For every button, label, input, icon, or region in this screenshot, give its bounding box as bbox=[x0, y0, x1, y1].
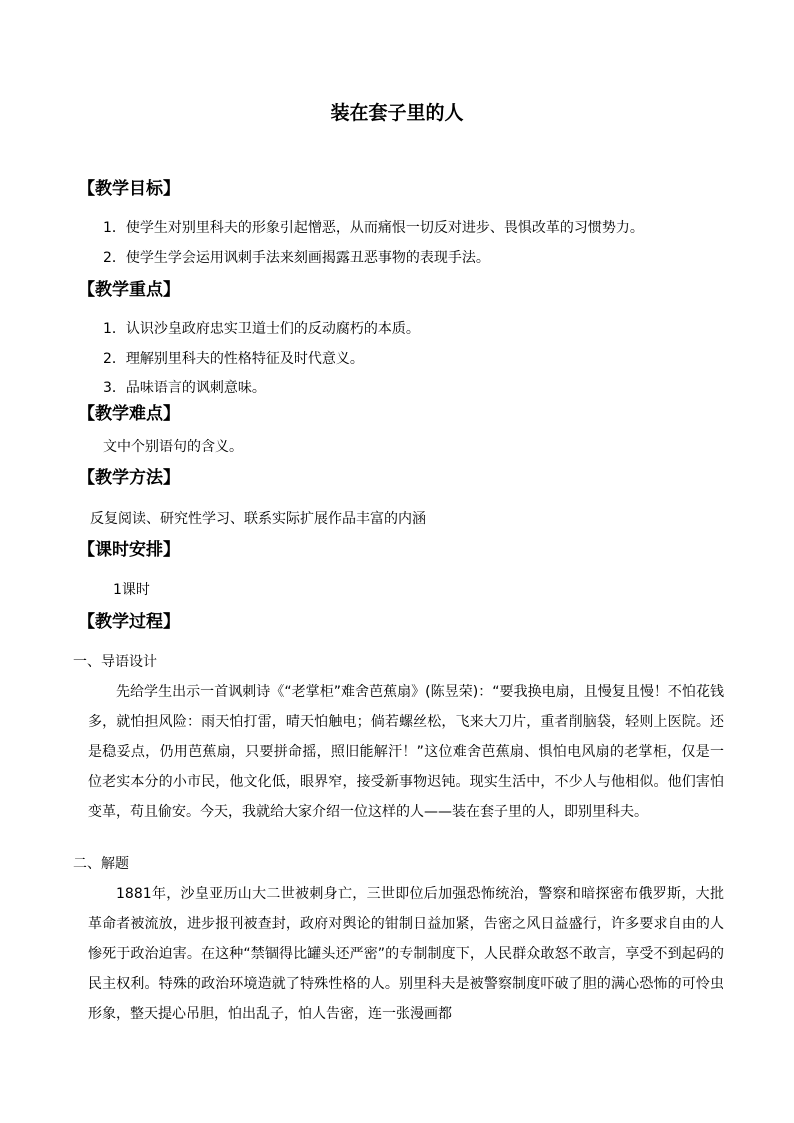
process-part2-title: 二、解题 bbox=[73, 856, 129, 872]
schedule-text: 1课时 bbox=[113, 582, 150, 598]
heading-schedule: 【课时安排】 bbox=[78, 540, 180, 560]
heading-process: 【教学过程】 bbox=[78, 612, 180, 632]
objective-item-1: 1．使学生对别里科夫的形象引起憎恶，从而痛恨一切反对进步、畏惧改革的习惯势力。 bbox=[103, 220, 644, 236]
key-point-item-3: 3．品味语言的讽刺意味。 bbox=[103, 380, 266, 396]
process-part1-text: 先给学生出示一首讽刺诗《“老掌柜”难舍芭蕉扇》(陈昱荣)：“要我换电扇，且慢复且慢！不怕花钱多，就怕担风险：雨天怕打雷，晴天怕触电；倘若螺丝松，飞来大刀片，重者削脑袋，轻则上医院。还是稳妥点，仍用芭蕉扇，只要拼命摇，照旧能解汗！”这位难舍芭蕉扇、惧怕电风扇的老掌柜，仅是一位老实本分的小市民，他文化低，眼界窄，接受新事物迟钝。现实生活中，不少人与他相似。他们害怕变革，苟且偷安。今天，我就给大家介绍一位这样的人——装在套子里的人，即别里科夫。 bbox=[88, 684, 724, 820]
heading-objectives: 【教学目标】 bbox=[78, 179, 180, 199]
objective-item-2: 2．使学生学会运用讽刺手法来刻画揭露丑恶事物的表现手法。 bbox=[103, 250, 490, 266]
heading-key-points: 【教学重点】 bbox=[78, 280, 180, 300]
key-point-item-2: 2．理解别里科夫的性格特征及时代意义。 bbox=[103, 351, 364, 367]
key-point-item-1: 1．认识沙皇政府忠实卫道士们的反动腐朽的本质。 bbox=[103, 321, 420, 337]
difficulties-text: 文中个别语句的含义。 bbox=[103, 439, 243, 455]
heading-methods: 【教学方法】 bbox=[78, 468, 180, 488]
process-part1-title: 一、导语设计 bbox=[73, 654, 157, 670]
document-title: 装在套子里的人 bbox=[330, 102, 464, 124]
process-part2-text: 1881年，沙皇亚历山大二世被刺身亡，三世即位后加强恐怖统治，警察和暗探密布俄罗斯，大批革命者被流放，进步报刊被查封，政府对舆论的钳制日益加紧，告密之风日益盛行，许多要求自由的人惨死于政治迫害。在这种“禁锢得比罐头还严密”的专制制度下，人民群众敢怒不敢言，享受不到起码的民主权利。特殊的政治环境造就了特殊性格的人。别里科夫是被警察制度吓破了胆的满心恐怖的可怜虫形象，整天提心吊胆，怕出乱子，怕人告密，连一张漫画都 bbox=[88, 886, 724, 1022]
methods-text: 反复阅读、研究性学习、联系实际扩展作品丰富的内涵 bbox=[90, 511, 426, 527]
heading-difficulties: 【教学难点】 bbox=[78, 404, 180, 424]
